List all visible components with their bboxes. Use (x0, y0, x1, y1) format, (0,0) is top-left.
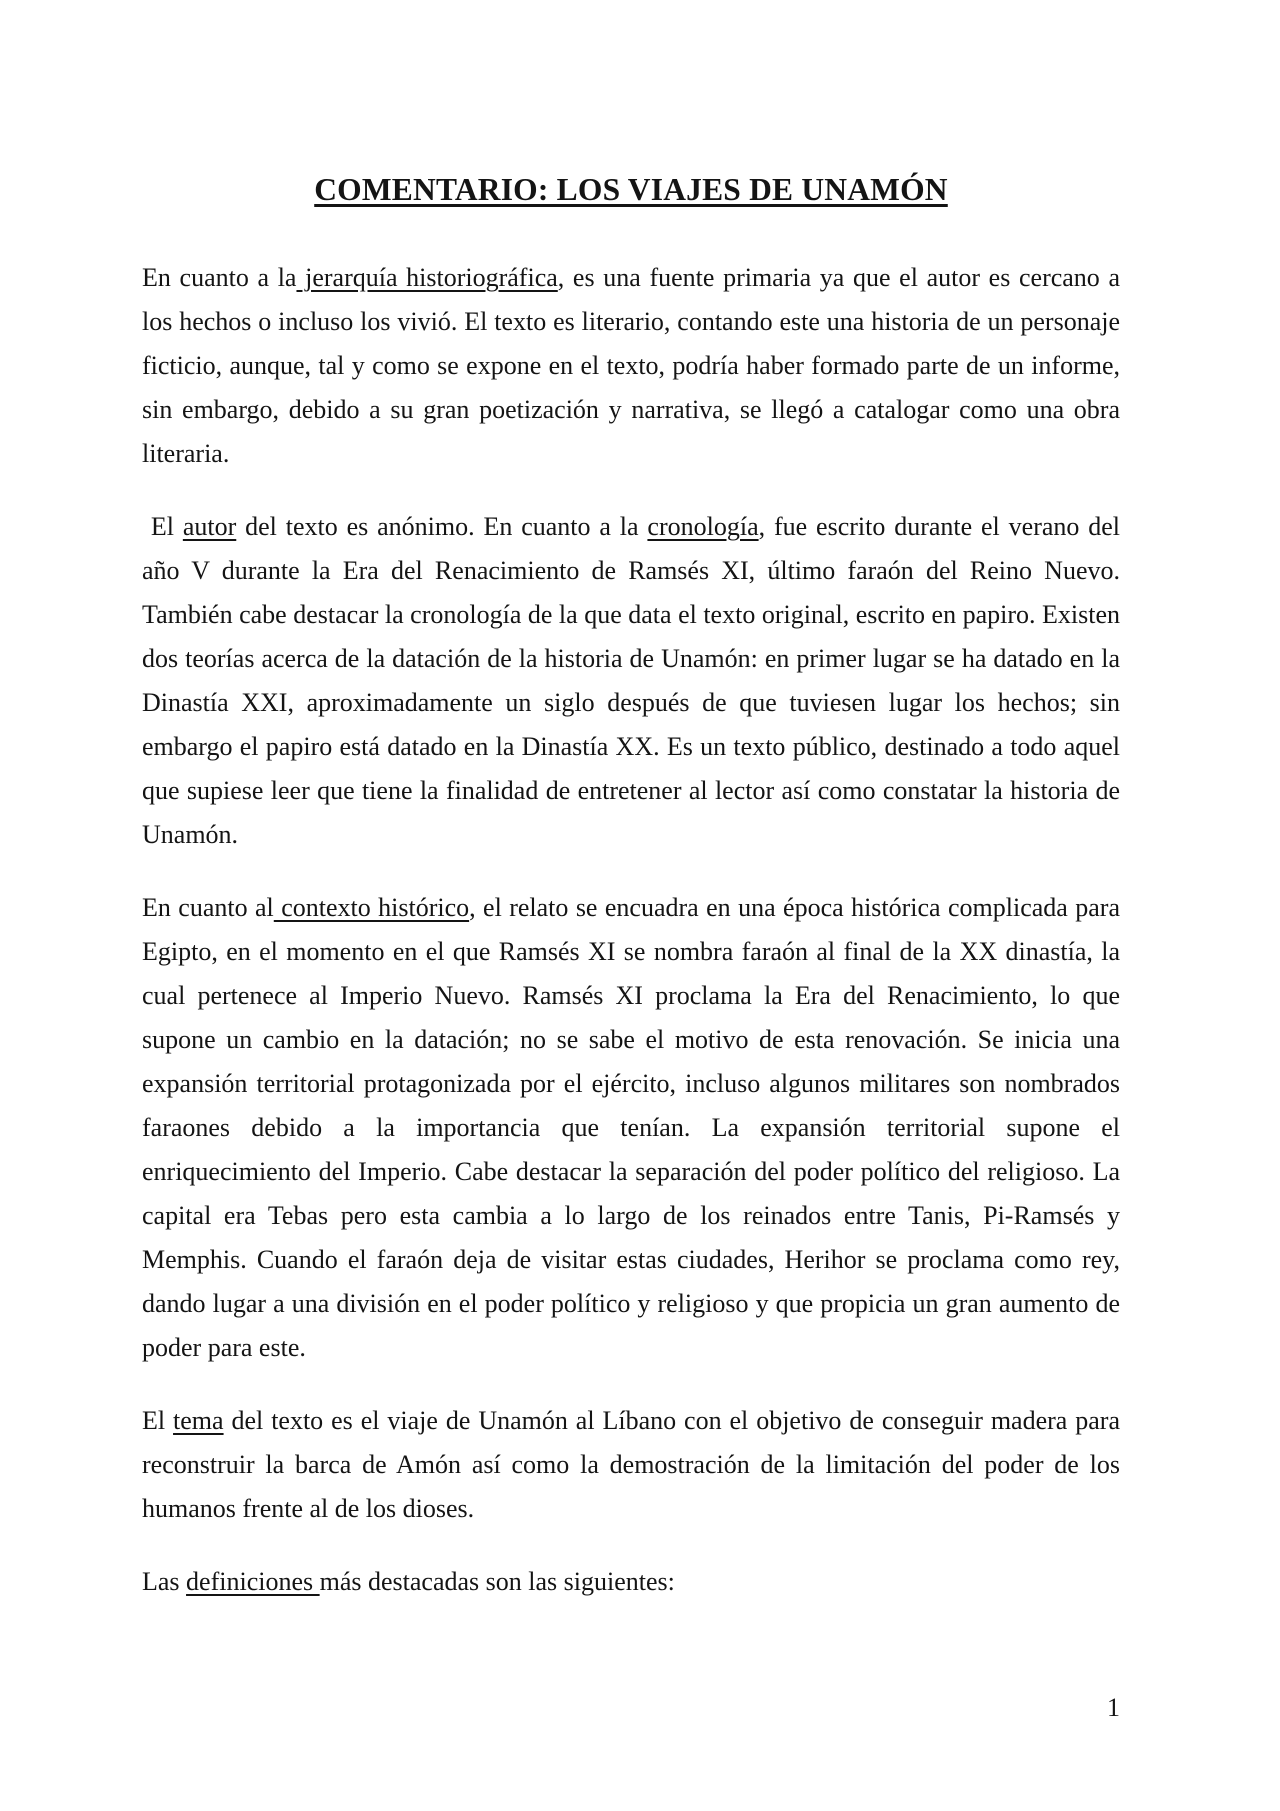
underlined-term: autor (182, 512, 237, 541)
text-run: Las (142, 1567, 187, 1596)
paragraph-tema (142, 1399, 1120, 1531)
paragraph-definiciones-intro (142, 1560, 1120, 1604)
page-number: 1 (1107, 1693, 1120, 1722)
paragraph-contexto-historico (142, 886, 1120, 1370)
document-title-text: COMENTARIO: LOS VIAJES DE UNAMÓN (314, 172, 948, 207)
paragraph-autor-cronologia (142, 505, 1120, 857)
text-run: En cuanto a la (142, 263, 297, 292)
underlined-term: contexto histórico (273, 893, 470, 922)
paragraph-jerarquia-historiografica (142, 256, 1120, 476)
underlined-term: cronología (647, 512, 759, 541)
text-run: El (142, 512, 183, 541)
text-run: El (142, 1406, 174, 1435)
document-title (142, 168, 1120, 212)
underlined-term: jerarquía historiográfica (296, 263, 558, 292)
underlined-term: tema (173, 1406, 224, 1435)
text-run: del texto es anónimo. En cuanto a la (236, 512, 648, 541)
underlined-term: definiciones (186, 1567, 320, 1596)
text-run: , el relato se encuadra en una época histórica complicada para Egipto, en el momento en el que Ramsés XI se nombra faraón al final de la XX dinastía, la cual pertenece al Imperio Nuevo. Ramsés XI proclama la Era del Renacimiento, lo que supone un cambio en la datación; no se sabe el motivo de esta renovación. Se inicia una expansión territorial protagonizada por el ejército, incluso algunos militares son nombrados faraones debido a la importancia que tenían. La expansión territorial supone el enriquecimiento del Imperio. Cabe destacar la separación del poder político del religioso. La capital era Tebas pero esta cambia a lo largo de los reinados entre Tanis, Pi-Ramsés y Memphis. Cuando el faraón deja de visitar estas ciudades, Herihor se proclama como rey, dando lugar a una división en el poder político y religioso y que propicia un gran aumento de poder para este. (142, 893, 1120, 1362)
text-run: , es una fuente primaria ya que el autor es cercano a los hechos o incluso los vivió. El texto es literario, contando este una historia de un personaje ficticio, aunque, tal y como se expone en el texto, podría haber formado parte de un informe, sin embargo, debido a su gran poetización y narrativa, se llegó a catalogar como una obra literaria. (142, 263, 1120, 468)
text-run: En cuanto al (142, 893, 274, 922)
text-run: más destacadas son las siguientes: (319, 1567, 675, 1596)
page-footer (1107, 1693, 1120, 1723)
text-run: del texto es el viaje de Unamón al Líbano con el objetivo de conseguir madera para reconstruir la barca de Amón así como la demostración de la limitación del poder de los humanos frente al de los dioses. (142, 1406, 1120, 1523)
text-run: , fue escrito durante el verano del año V durante la Era del Renacimiento de Ramsés XI, último faraón del Reino Nuevo. También cabe destacar la cronología de la que data el texto original, escrito en papiro. Existen dos teorías acerca de la datación de la historia de Unamón: en primer lugar se ha datado en la Dinastía XXI, aproximadamente un siglo después de que tuviesen lugar los hechos; sin embargo el papiro está datado en la Dinastía XX. Es un texto público, destinado a todo aquel que supiese leer que tiene la finalidad de entretener al lector así como constatar la historia de Unamón. (142, 512, 1121, 849)
